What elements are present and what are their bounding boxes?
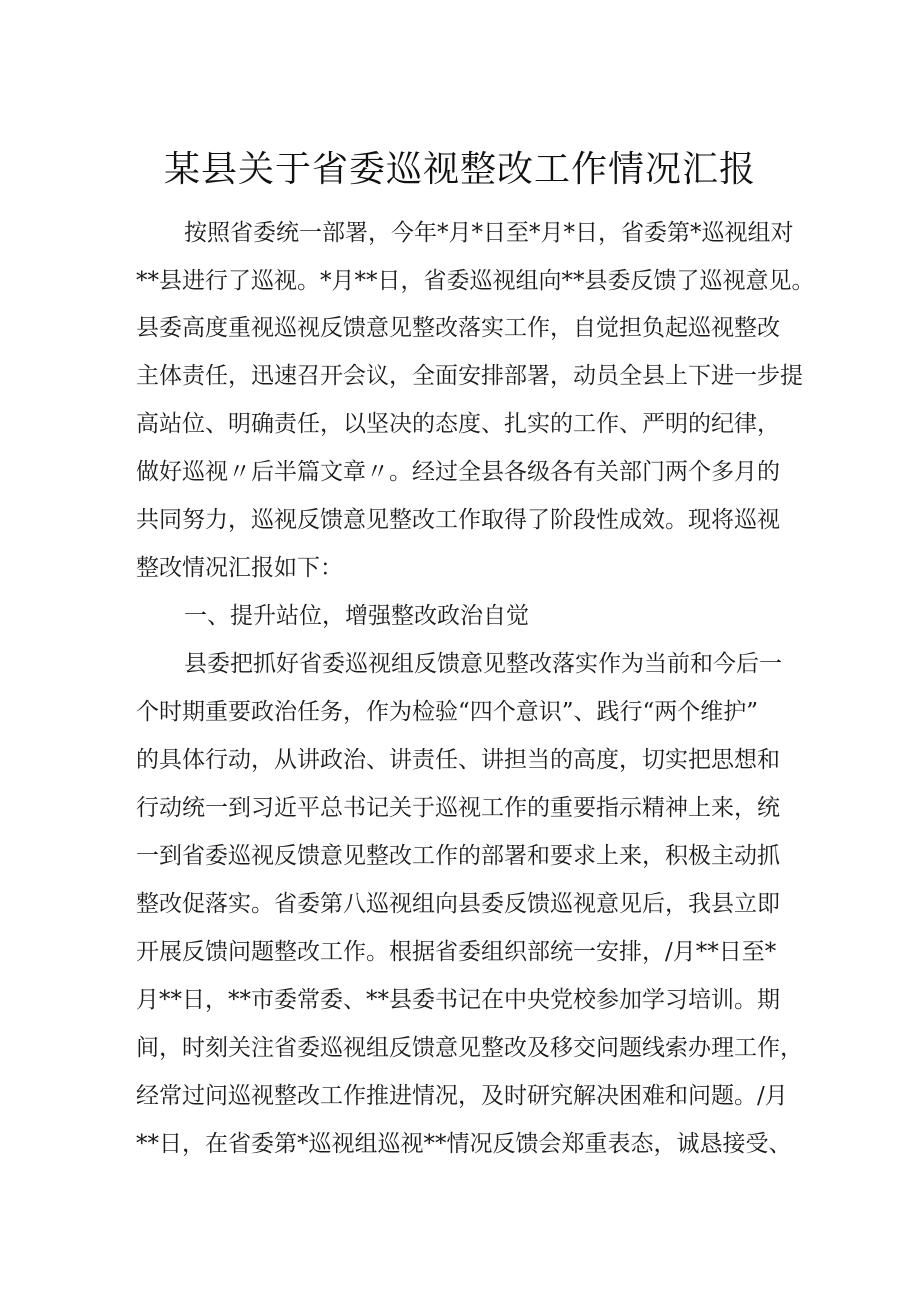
section-heading: 一、提升站位，增强整改政治自觉 (184, 603, 529, 629)
section-line: 间，时刻关注省委巡视组反馈意见整改及移交问题线索办理工作， (136, 1035, 803, 1061)
intro-line: 主体责任，迅速召开会议，全面安排部署，动员全县上下进一步提 (136, 363, 803, 389)
intro-line: 县委高度重视巡视反馈意见整改落实工作，自觉担负起巡视整改 (136, 315, 780, 341)
section-line: 月**日，**市委常委、**县委书记在中央党校参加学习培训。期 (136, 987, 780, 1013)
section-line: 的具体行动，从讲政治、讲责任、讲担当的高度，切实把思想和 (136, 747, 780, 773)
intro-line: 共同努力，巡视反馈意见整改工作取得了阶段性成效。现将巡视 (136, 507, 780, 533)
intro-line: 整改情况汇报如下： (136, 555, 343, 581)
section-line: 一到省委巡视反馈意见整改工作的部署和要求上来，积极主动抓 (136, 843, 780, 869)
section-line: 县委把抓好省委巡视组反馈意见整改落实作为当前和今后一 (184, 651, 782, 677)
intro-line: 高站位、明确责任，以坚决的态度、扎实的工作、严明的纪律， (136, 411, 780, 437)
section-line: 开展反馈问题整改工作。根据省委组织部统一安排，/月**日至* (136, 939, 777, 965)
section-line: 经常过问巡视整改工作推进情况，及时研究解决困难和问题。/月 (136, 1083, 788, 1109)
intro-line: 按照省委统一部署，今年*月*日至*月*日，省委第*巡视组对 (184, 220, 794, 246)
section-line: 个时期重要政治任务，作为检验“四个意识”、践行“两个维护” (136, 699, 759, 725)
document-title: 某县关于省委巡视整改工作情况汇报 (163, 149, 756, 190)
section-line: 行动统一到习近平总书记关于巡视工作的重要指示精神上来，统 (136, 795, 780, 821)
intro-line: **县进行了巡视。*月**日，省委巡视组向**县委反馈了巡视意见。 (136, 268, 815, 294)
intro-line: 做好巡视〃后半篇文章〃。经过全县各级各有关部门两个多月的 (136, 459, 780, 485)
section-line: 整改促落实。省委第八巡视组向县委反馈巡视意见后，我县立即 (136, 891, 780, 917)
section-line: **日，在省委第*巡视组巡视**情况反馈会郑重表态，诚恳接受、 (136, 1131, 792, 1157)
